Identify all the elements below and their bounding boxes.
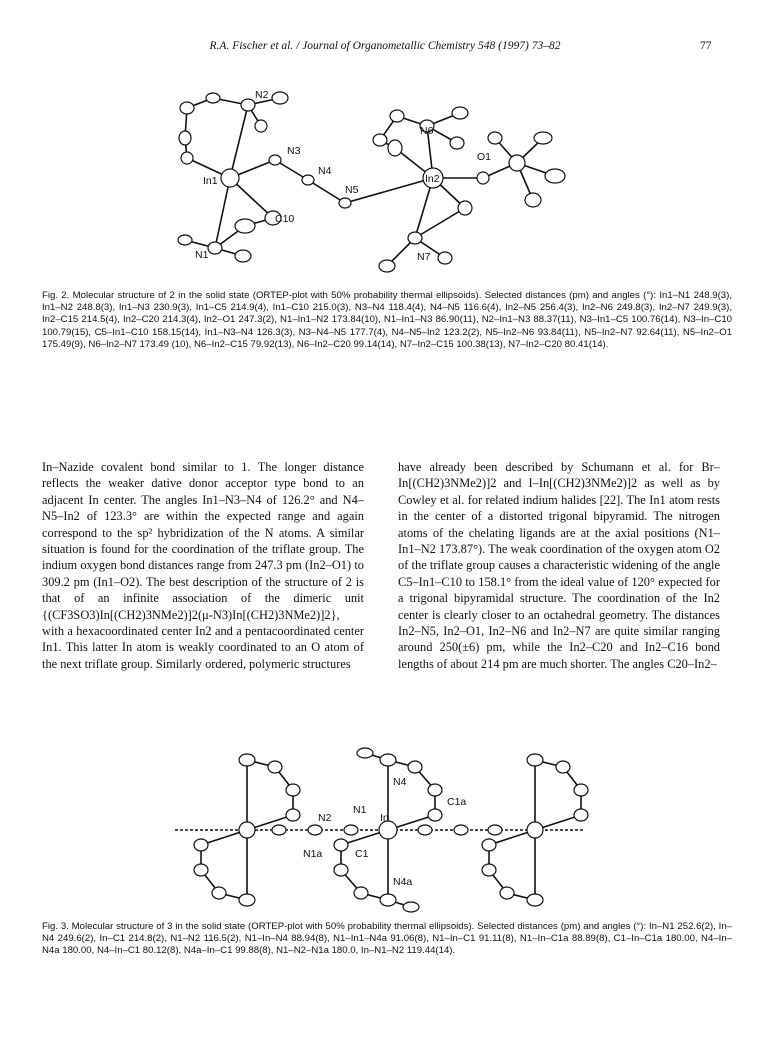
atom-label: N2 [318,812,332,824]
atom-label: N6 [420,125,434,137]
body-column-right [398,459,720,672]
running-header [0,40,767,58]
page-number: 77 [700,40,712,52]
atom-label: In1 [203,175,218,187]
atom-label: N5 [345,184,359,196]
atom-label: N3 [287,145,301,157]
body-paragraph: In–Nazide covalent bond similar to 1. The longer distance reflects the weaker dative donor acceptor type bond to an adjacent In center. The angles In1–N3–N4 of 126.2° and N4–N5–In2 of 123.3° are within the expected range and again correspond to the sp² hybridization of the N atoms. A similar situation is found for the coordination of the triflate group. The indium oxygen bond distances range from 247.3 pm (In2–O1) to 309.2 pm (In1–O2). The best description of the structure of 2 is that of an infinite association of the dimeric unit {(CF3SO3)In[(CH2)3NMe2)]2(μ-N3)In[(CH2)3NMe2)]2}, with a hexacoordinated center In2 and a pentacoordinated center In1. This latter In atom is weakly coordinated to an O atom of the next triflate group. Similarly ordered, polymeric structures [42,460,364,671]
atom-label: N4a [393,876,413,888]
figure-2-ortep [165,78,635,278]
atom-label: O1 [477,151,492,163]
atom-label: N1 [353,804,367,816]
atom-label: C1 [355,848,369,860]
figure-2-caption: Fig. 2. Molecular structure of 2 in the solid state (ORTEP-plot with 50% probability thermal ellipsoids). Selected distances (pm) and angles (°): In1–N1 248.9(3), In1–N2 248.8(3), In1–N3 230.9(3), In1–C5 214.9(4), In1–C10 215.0(3), N3–N4 118.4(4), N4–N5 116.6(4), In2–N5 256.4(3), In2–N6 249.8(3), In2–N7 249.9(3), In2–C15 214.5(4), In2–C20 214.3(4), In2–O1 247.3(2), N1–In1–N2 173.84(10), N1–In1–N3 86.90(11), N2–In1–N3 88.37(11), N3–In1–C5 100.76(14), N3–In–C10 100.79(15), C5–In1–C10 158.15(14), In1–N3–N4 126.3(3), N3–N4–N5 177.7(4), N4–N5–In2 123.2(2), N5–In2–N6 93.84(11), N5–In2–N7 92.64(11), N5–In2–O1 175.49(9), N6–In2–N7 173.49 (10), N6–In2–C15 79.92(13), N6–In2–C20 99.14(14), N7–In2–C15 100.38(13), N7–In2–C20 80.41(14). [42,290,732,350]
atom-label: N4 [318,165,332,177]
atom-label: C10 [275,213,295,225]
figure-3-ortep [155,745,605,915]
atom-label: In [380,812,389,824]
atom-label: N1a [303,848,323,860]
running-title: R.A. Fischer et al. / Journal of Organometallic Chemistry 548 (1997) 73–82 [209,40,561,52]
body-column-left [42,459,364,672]
atom-label: N1 [195,249,209,261]
atom-label: In2 [425,173,440,185]
atom-label: N2 [255,89,269,101]
body-paragraph: have already been described by Schumann et al. for Br–In[(CH2)3NMe2)]2 and I–In[(CH2)3NMe2)]2 as well as by Cowley et al. for related indium halides [22]. The In1 atom rests in the center of a distorted trigonal bipyramid. The nitrogen atoms of the chelating ligands are at the axial positions (N1–In1–N2 173.87°). The weak coordination of the oxygen atom O2 of the triflate group causes a characteristic widening of the angle C5–In1–C10 to 158.1° from the ideal value of 120° expected for a trigonal bipyramidal structure. The coordination of the In2 center is clearly closer to an octahedral geometry. The distances In2–N5, In2–O1, In2–N6 and In2–N7 are quite similar ranging around 250(±6) pm, while the In2–C20 and In2–C16 bond lengths of about 214 pm are much shorter. The angles C20–In2– [398,460,720,671]
atom-label: N7 [417,251,431,263]
atom-label: C1a [447,796,467,808]
atom-label: N4 [393,776,407,788]
figure-3-caption: Fig. 3. Molecular structure of 3 in the solid state (ORTEP-plot with 50% probability thermal ellipsoids). Selected distances (pm) and angles (°): In–N1 252.6(2), In–N4 249.6(2), In–C1 214.8(2), N1–N2 116.5(2), N1–In–N4 88.94(8), N1–In1–N4a 91.06(8), N1–In–C1 91.11(8), N1–In–C1a 88.89(8), C1–In–C1a 180.00, N4–In–N4a 180.00, N4–In–C1 80.12(8), N4a–In–C1 99.88(8), N1–N2–N1a 180.0, In–N1–N2 119.44(14). [42,921,732,957]
